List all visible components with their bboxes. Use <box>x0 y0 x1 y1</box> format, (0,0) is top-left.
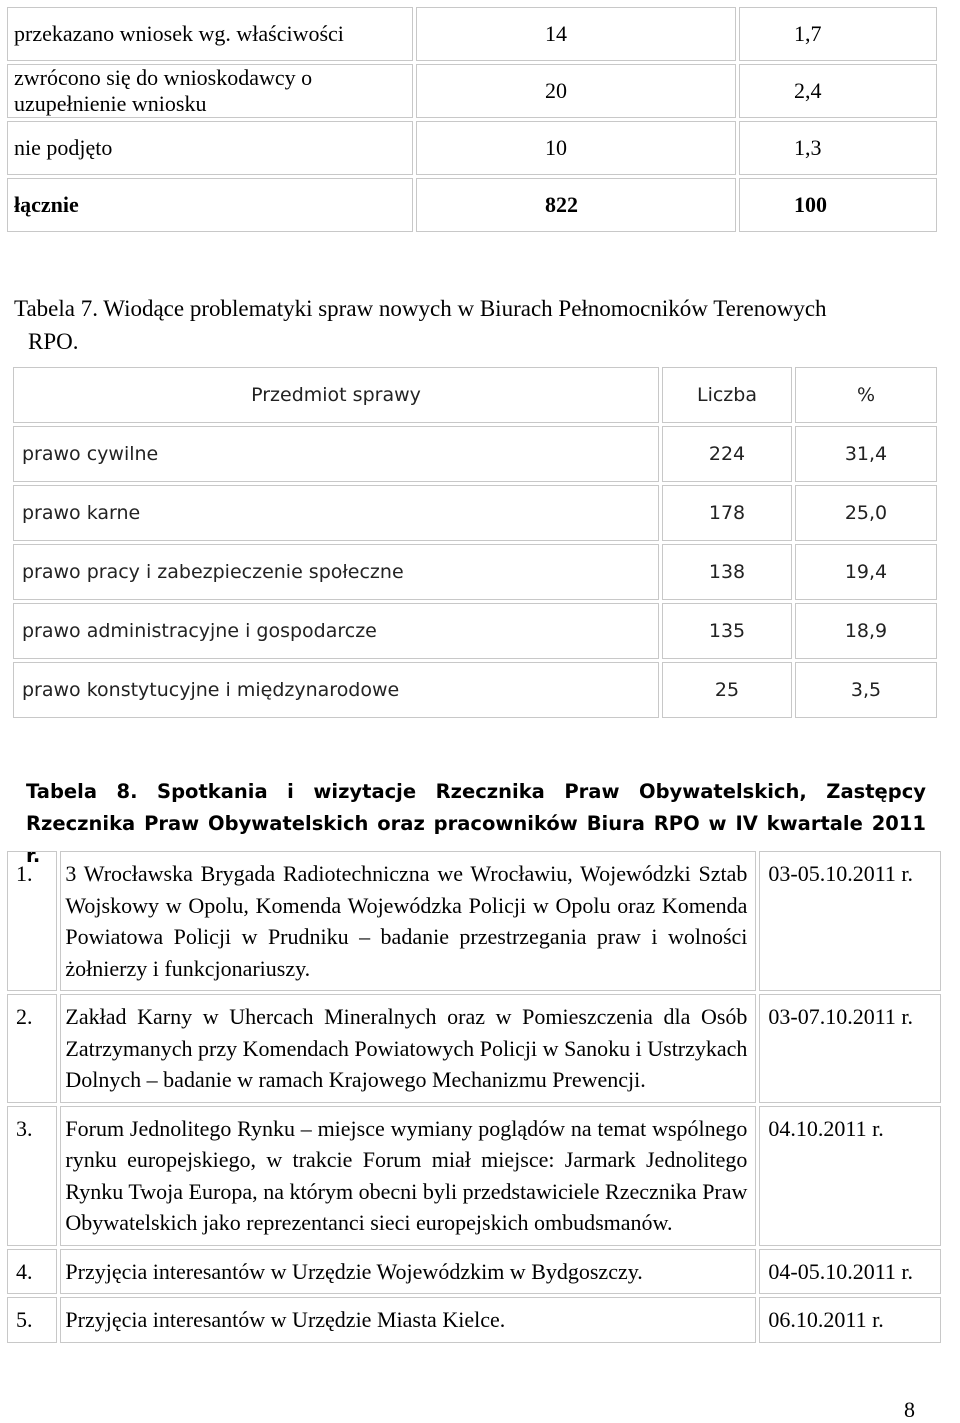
page-number: 8 <box>904 1397 915 1422</box>
table-row <box>7 64 937 118</box>
row-percent: 25,0 <box>795 485 937 541</box>
table8 <box>4 848 944 1346</box>
row-count: 135 <box>662 603 792 659</box>
table-row <box>7 994 941 1103</box>
row-percent: 3,5 <box>795 662 937 718</box>
row-subject: prawo administracyjne i gospodarcze <box>13 603 659 659</box>
total-label: łącznie <box>7 178 413 232</box>
table-header-row <box>13 367 937 423</box>
row-description: 3 Wrocławska Brygada Radiotechniczna we Wrocławiu, Wojewódzki Sztab Wojskowy w Opolu, Komenda Wojewódzka Policji w Opolu oraz Komenda Powiatowa Policji w Prudniku – badanie przestrzegania praw i wolności żołnierzy i funkcjonariuszy. <box>60 851 756 991</box>
row-count: 224 <box>662 426 792 482</box>
table7-caption-line2: RPO. <box>28 329 79 354</box>
header-subject: Przedmiot sprawy <box>13 367 659 423</box>
table7-caption-line1: Tabela 7. Wiodące problematyki spraw nowych w Biurach Pełnomocników Terenowych <box>14 296 827 321</box>
row-percent: 2,4 <box>739 64 937 118</box>
table-row <box>7 1249 941 1295</box>
row-count: 10 <box>416 121 736 175</box>
header-count: Liczba <box>662 367 792 423</box>
row-subject: prawo pracy i zabezpieczenie społeczne <box>13 544 659 600</box>
table-row <box>7 1106 941 1246</box>
header-percent: % <box>795 367 937 423</box>
row-label: nie podjęto <box>7 121 413 175</box>
row-number: 3. <box>7 1106 57 1246</box>
row-count: 14 <box>416 7 736 61</box>
table7-caption <box>14 292 934 358</box>
table-row <box>7 851 941 991</box>
row-count: 178 <box>662 485 792 541</box>
row-number: 5. <box>7 1297 57 1343</box>
row-date: 04.10.2011 r. <box>759 1106 941 1246</box>
table-row <box>13 662 937 718</box>
row-subject: prawo cywilne <box>13 426 659 482</box>
row-description: Przyjęcia interesantów w Urzędzie Wojewódzkim w Bydgoszczy. <box>60 1249 756 1295</box>
row-description: Przyjęcia interesantów w Urzędzie Miasta Kielce. <box>60 1297 756 1343</box>
table7 <box>10 364 940 721</box>
row-date: 03-07.10.2011 r. <box>759 994 941 1103</box>
row-percent: 19,4 <box>795 544 937 600</box>
row-percent: 18,9 <box>795 603 937 659</box>
row-date: 03-05.10.2011 r. <box>759 851 941 991</box>
row-subject: prawo konstytucyjne i międzynarodowe <box>13 662 659 718</box>
row-count: 20 <box>416 64 736 118</box>
row-number: 1. <box>7 851 57 991</box>
row-number: 2. <box>7 994 57 1103</box>
table-row <box>13 485 937 541</box>
row-percent: 1,3 <box>739 121 937 175</box>
row-subject: prawo karne <box>13 485 659 541</box>
row-count: 138 <box>662 544 792 600</box>
total-row <box>7 178 937 232</box>
row-count: 25 <box>662 662 792 718</box>
row-percent: 1,7 <box>739 7 937 61</box>
row-number: 4. <box>7 1249 57 1295</box>
row-percent: 31,4 <box>795 426 937 482</box>
row-description: Zakład Karny w Uhercach Mineralnych oraz w Pomieszczenia dla Osób Zatrzymanych przy Komendach Powiatowych Policji w Sanoku i Ustrzykach Dolnych – badanie w ramach Krajowego Mechanizmu Prewencji. <box>60 994 756 1103</box>
row-label: przekazano wniosek wg. właściwości <box>7 7 413 61</box>
table-row <box>13 603 937 659</box>
table8-caption: Tabela 8. Spotkania i wizytacje Rzecznika Praw Obywatelskich, Zastępcy Rzecznika Praw Obywatelskich oraz pracowników Biura RPO w IV kwartale 2011 r. <box>26 780 926 867</box>
total-percent: 100 <box>739 178 937 232</box>
row-date: 06.10.2011 r. <box>759 1297 941 1343</box>
row-label: zwrócono się do wnioskodawcy o uzupełnienie wniosku <box>7 64 413 118</box>
row-date: 04-05.10.2011 r. <box>759 1249 941 1295</box>
table-row <box>13 426 937 482</box>
table-row <box>7 121 937 175</box>
total-count: 822 <box>416 178 736 232</box>
table-row <box>7 1297 941 1343</box>
summary-table <box>4 4 940 235</box>
table-row <box>7 7 937 61</box>
row-description: Forum Jednolitego Rynku – miejsce wymiany poglądów na temat wspólnego rynku europejskiego, w trakcie Forum miał miejsce: Jarmark Jednolitego Rynku Twoja Europa, na którym obecni byli przedstawiciele Rzecznika Praw Obywatelskich jako reprezentanci sieci europejskich ombudsmanów. <box>60 1106 756 1246</box>
table-row <box>13 544 937 600</box>
